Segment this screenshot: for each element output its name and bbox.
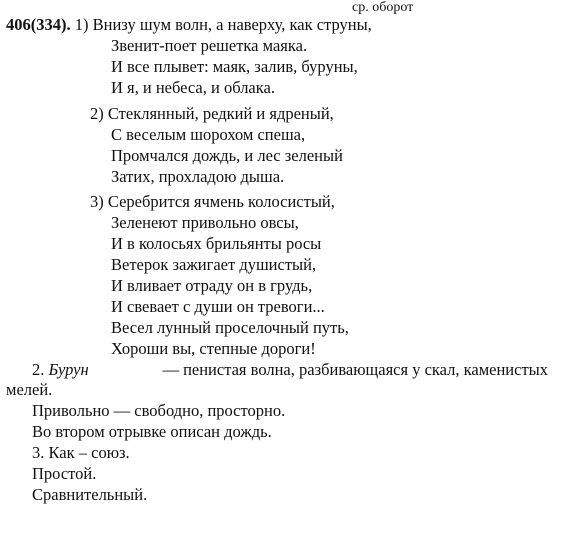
header-note: ср. оборот [352,0,414,15]
poem-line: Весел лунный проселочный путь, [111,318,349,337]
poem-line: Хороши вы, степные дороги! [111,339,316,358]
poem-line: Ветерок зажигает душистый, [111,255,317,274]
part3-label: 3) [90,192,104,211]
part1-label: 1) [74,15,89,34]
answer-3-kind: Сравнительный. [32,485,148,504]
answer-2-extra: Привольно — свободно, просторно. [32,401,286,420]
poem-line: Промчался дождь, и лес зеленый [111,146,343,165]
poem-line: Внизу шум волн, а наверху, как струны, [92,15,372,34]
poem-line: И я, и небеса, и облака. [111,78,275,97]
part2-first-line [90,103,334,124]
poem-line: И свевает с души он тревоги... [111,297,325,316]
poem-line: Стеклянный, редкий и ядреный, [107,104,334,123]
answer-2-second: Во втором отрывке описан дождь. [32,422,272,441]
task-number: 406(334). [6,15,71,34]
part2-label: 2) [90,104,104,123]
answer-3-type: Простой. [32,464,97,483]
answer-2-line [32,359,548,380]
poem-line: И вливает отраду он в грудь, [111,276,313,295]
poem-line: Серебрится ячмень колосистый, [107,192,335,211]
answer-2-term: Бурун [48,360,89,379]
poem-line: Затих, прохладою дыша. [111,167,285,186]
answer-2-lead [32,359,89,380]
task-first-line [6,14,372,35]
poem-line: С веселым шорохом спеша, [111,125,306,144]
answer-2-number: 2. [32,360,45,379]
answer-2-definition: — пенистая волна, разбивающаяся у скал, каменистых [162,360,548,379]
poem-line: И все плывет: маяк, залив, буруны, [111,57,358,76]
part3-first-line [90,191,335,212]
answer-3: 3. Как – союз. [32,443,130,462]
poem-line: Зеленеют привольно овсы, [111,213,299,232]
poem-line: И в колосьях брильянты росы [111,234,322,253]
answer-2-continuation: мелей. [6,380,53,399]
poem-line: Звенит-поет решетка маяка. [111,36,308,55]
